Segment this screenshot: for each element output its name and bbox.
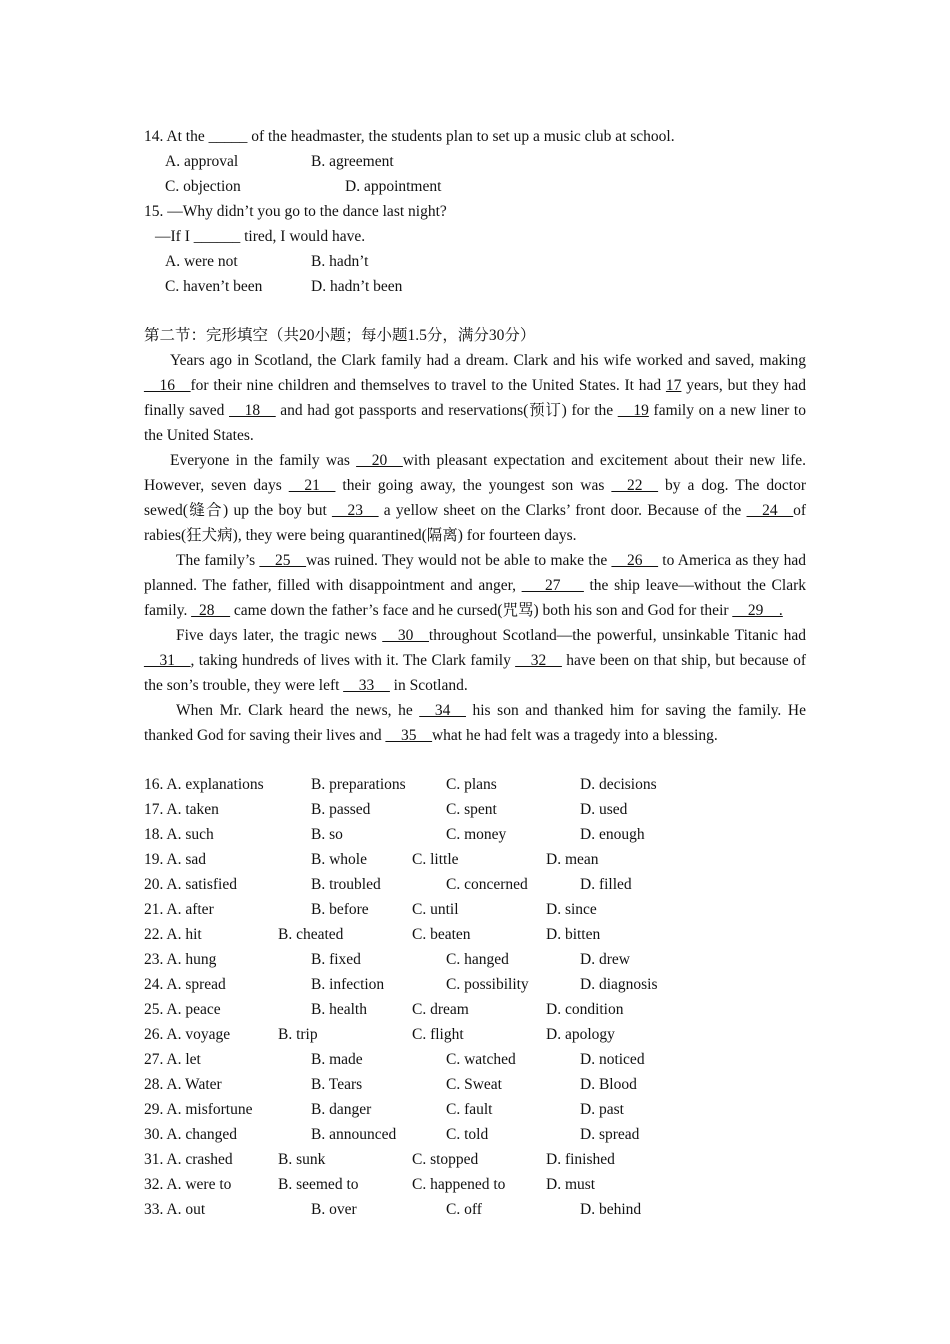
option-row-33-d: D. behind xyxy=(580,1201,642,1218)
q15-line1: 15. —Why didn’t you go to the dance last night? xyxy=(144,203,447,220)
option-row-28-b: B. Tears xyxy=(311,1076,363,1093)
option-row-25-a: 25. A. peace xyxy=(144,1001,221,1018)
text: for their nine children and themselves to travel to the United States. It had xyxy=(190,377,666,394)
paragraph-3 xyxy=(144,548,806,623)
q14-option-a: A. approval xyxy=(165,153,239,170)
option-row-30-b: B. announced xyxy=(311,1126,397,1143)
blank-25: __25__ xyxy=(259,552,306,569)
option-row-17-a: 17. A. taken xyxy=(144,801,219,818)
option-row-30-a: 30. A. changed xyxy=(144,1126,237,1143)
text: was ruined. They would not be able to make the xyxy=(305,552,612,569)
option-row-16-c: C. plans xyxy=(446,776,497,793)
text: , taking hundreds of lives with it. The Clark family xyxy=(190,652,516,669)
option-row-27-c: C. watched xyxy=(446,1051,516,1068)
text: in Scotland. xyxy=(389,677,468,694)
q15-option-b: B. hadn’t xyxy=(311,253,369,270)
q14-blank: _____ xyxy=(208,128,248,145)
text: and had got passports and reservations(预订) for the xyxy=(275,402,618,419)
option-row-32-c: C. happened to xyxy=(412,1176,506,1193)
option-row-19-a: 19. A. sad xyxy=(144,851,206,868)
option-row-30-c: C. told xyxy=(446,1126,489,1143)
q15-option-c: C. haven’t been xyxy=(165,278,263,295)
option-row-27-b: B. made xyxy=(311,1051,363,1068)
text: years, but they had finally saved xyxy=(144,377,807,419)
section-title: 第二节：完形填空（共20小题；每小题1.5分，满分30分） xyxy=(144,327,536,344)
option-row-25-c: C. dream xyxy=(412,1001,469,1018)
option-row-29-a: 29. A. misfortune xyxy=(144,1101,253,1118)
option-row-29-d: D. past xyxy=(580,1101,624,1118)
q15-blank: ______ xyxy=(193,228,241,245)
text: throughout Scotland—the powerful, unsinkable Titanic had xyxy=(428,627,806,644)
option-row-17-d: D. used xyxy=(580,801,628,818)
blank-21: __21__ xyxy=(288,477,336,494)
option-row-23-a: 23. A. hung xyxy=(144,951,217,968)
option-row-27-d: D. noticed xyxy=(580,1051,645,1068)
option-row-31-a: 31. A. crashed xyxy=(144,1151,233,1168)
option-row-16-b: B. preparations xyxy=(311,776,406,793)
q15-line2 xyxy=(155,227,365,247)
option-row-24-c: C. possibility xyxy=(446,976,529,993)
option-row-28-a: 28. A. Water xyxy=(144,1076,222,1093)
option-row-21-b: B. before xyxy=(311,901,369,918)
option-row-19-c: C. little xyxy=(412,851,459,868)
q14-stem-post: of the headmaster, the students plan to set up a music club at school. xyxy=(247,128,675,145)
option-row-19-b: B. whole xyxy=(311,851,367,868)
text: Years ago in Scotland, the Clark family had a dream. Clark and his wife worked and saved, making xyxy=(170,352,806,369)
blank-33: __33__ xyxy=(343,677,390,694)
option-row-25-d: D. condition xyxy=(546,1001,624,1018)
text: with pleasant expectation and excitement about their new life. However, seven days xyxy=(144,452,806,494)
blank-23: __23__ xyxy=(332,502,379,519)
blank-19: __19 xyxy=(617,402,649,419)
text: When Mr. Clark heard the news, he xyxy=(176,702,420,719)
option-row-23-b: B. fixed xyxy=(311,951,361,968)
q15-option-d: D. hadn’t been xyxy=(311,278,403,295)
blank-24: __24__ xyxy=(746,502,794,519)
blank-20: __20__ xyxy=(356,452,403,469)
option-row-18-c: C. money xyxy=(446,826,507,843)
option-row-21-c: C. until xyxy=(412,901,459,918)
q14-option-b: B. agreement xyxy=(311,153,394,170)
option-row-28-d: D. Blood xyxy=(580,1076,637,1093)
option-row-24-a: 24. A. spread xyxy=(144,976,226,993)
option-row-18-d: D. enough xyxy=(580,826,645,843)
option-row-26-b: B. trip xyxy=(278,1026,318,1043)
option-row-30-d: D. spread xyxy=(580,1126,640,1143)
text: what he had felt was a tragedy into a blessing. xyxy=(431,727,718,744)
blank-30: __30__ xyxy=(382,627,429,644)
blank-17: 17 xyxy=(665,377,682,394)
option-row-24-b: B. infection xyxy=(311,976,385,993)
q15-stem-pre: —If I xyxy=(155,228,194,245)
option-row-17-c: C. spent xyxy=(446,801,497,818)
q15-option-a: A. were not xyxy=(165,253,238,270)
blank-16: __16__ xyxy=(144,377,191,394)
blank-18: __18__ xyxy=(229,402,276,419)
option-row-21-a: 21. A. after xyxy=(144,901,214,918)
option-row-26-d: D. apology xyxy=(546,1026,615,1043)
blank-26: __26__ xyxy=(611,552,659,569)
q15-stem-post: tired, I would have. xyxy=(240,228,366,245)
option-row-16-a: 16. A. explanations xyxy=(144,776,264,793)
q14-option-c: C. objection xyxy=(165,178,241,195)
blank-27: ___27___ xyxy=(521,577,584,594)
option-row-23-d: D. drew xyxy=(580,951,630,968)
option-row-22-d: D. bitten xyxy=(546,926,601,943)
option-row-32-a: 32. A. were to xyxy=(144,1176,232,1193)
text: by a dog. The doctor sewed(缝合) up the boy but xyxy=(144,477,807,519)
option-row-29-c: C. fault xyxy=(446,1101,493,1118)
q14-option-d: D. appointment xyxy=(345,178,442,195)
text: his son and thanked him for saving the family. He thanked God for saving their lives and xyxy=(144,702,806,744)
text: have been on that ship, but because of the son’s trouble, they were left xyxy=(144,652,807,694)
blank-22: __22__ xyxy=(611,477,658,494)
text: Everyone in the family was xyxy=(170,452,357,469)
text: The family’s xyxy=(176,552,260,569)
blank-34: __34__ xyxy=(419,702,466,719)
option-row-24-d: D. diagnosis xyxy=(580,976,658,993)
text: the ship leave—without the Clark family. xyxy=(144,577,806,619)
text: a yellow sheet on the Clarks’ front door. Because of the xyxy=(378,502,747,519)
option-row-26-a: 26. A. voyage xyxy=(144,1026,231,1043)
option-row-20-c: C. concerned xyxy=(446,876,528,893)
option-row-33-c: C. off xyxy=(446,1201,482,1218)
option-row-20-d: D. filled xyxy=(580,876,632,893)
paragraph-5 xyxy=(144,698,806,748)
option-row-31-c: C. stopped xyxy=(412,1151,479,1168)
option-row-31-d: D. finished xyxy=(546,1151,615,1168)
blank-31: __31__ xyxy=(144,652,191,669)
option-row-28-c: C. Sweat xyxy=(446,1076,502,1093)
question-14 xyxy=(144,127,675,147)
option-row-33-b: B. over xyxy=(311,1201,357,1218)
blank-29: __29__. xyxy=(732,602,783,619)
blank-32: __32__ xyxy=(515,652,562,669)
option-row-22-c: C. beaten xyxy=(412,926,471,943)
option-row-19-d: D. mean xyxy=(546,851,599,868)
text: of rabies(狂犬病), they were being quarantined(隔离) for fourteen days. xyxy=(144,502,806,544)
option-row-22-a: 22. A. hit xyxy=(144,926,202,943)
paragraph-1 xyxy=(144,348,806,448)
text: Five days later, the tragic news xyxy=(176,627,383,644)
option-row-29-b: B. danger xyxy=(311,1101,372,1118)
option-row-20-b: B. troubled xyxy=(311,876,381,893)
option-row-18-a: 18. A. such xyxy=(144,826,214,843)
text: to America as they had planned. The father, filled with disappointment and anger, xyxy=(144,552,806,594)
option-row-33-a: 33. A. out xyxy=(144,1201,206,1218)
paragraph-2 xyxy=(144,448,806,548)
text: family on a new liner to the United States. xyxy=(144,402,806,444)
option-row-16-d: D. decisions xyxy=(580,776,657,793)
option-row-20-a: 20. A. satisfied xyxy=(144,876,237,893)
option-row-17-b: B. passed xyxy=(311,801,371,818)
option-row-26-c: C. flight xyxy=(412,1026,464,1043)
q14-stem-pre: 14. At the xyxy=(144,128,209,145)
option-row-22-b: B. cheated xyxy=(278,926,344,943)
option-row-27-a: 27. A. let xyxy=(144,1051,201,1068)
text: their going away, the youngest son was xyxy=(335,477,612,494)
cloze-passage xyxy=(144,348,806,748)
option-row-21-d: D. since xyxy=(546,901,597,918)
paragraph-4 xyxy=(144,623,806,698)
option-row-32-d: D. must xyxy=(546,1176,596,1193)
option-row-31-b: B. sunk xyxy=(278,1151,326,1168)
option-row-25-b: B. health xyxy=(311,1001,367,1018)
option-row-32-b: B. seemed to xyxy=(278,1176,359,1193)
option-row-23-c: C. hanged xyxy=(446,951,509,968)
blank-35: __35__ xyxy=(385,727,432,744)
blank-28: _28__ xyxy=(191,602,230,619)
text: came down the father’s face and he cursed(咒骂) both his son and God for their xyxy=(229,602,733,619)
option-row-18-b: B. so xyxy=(311,826,343,843)
